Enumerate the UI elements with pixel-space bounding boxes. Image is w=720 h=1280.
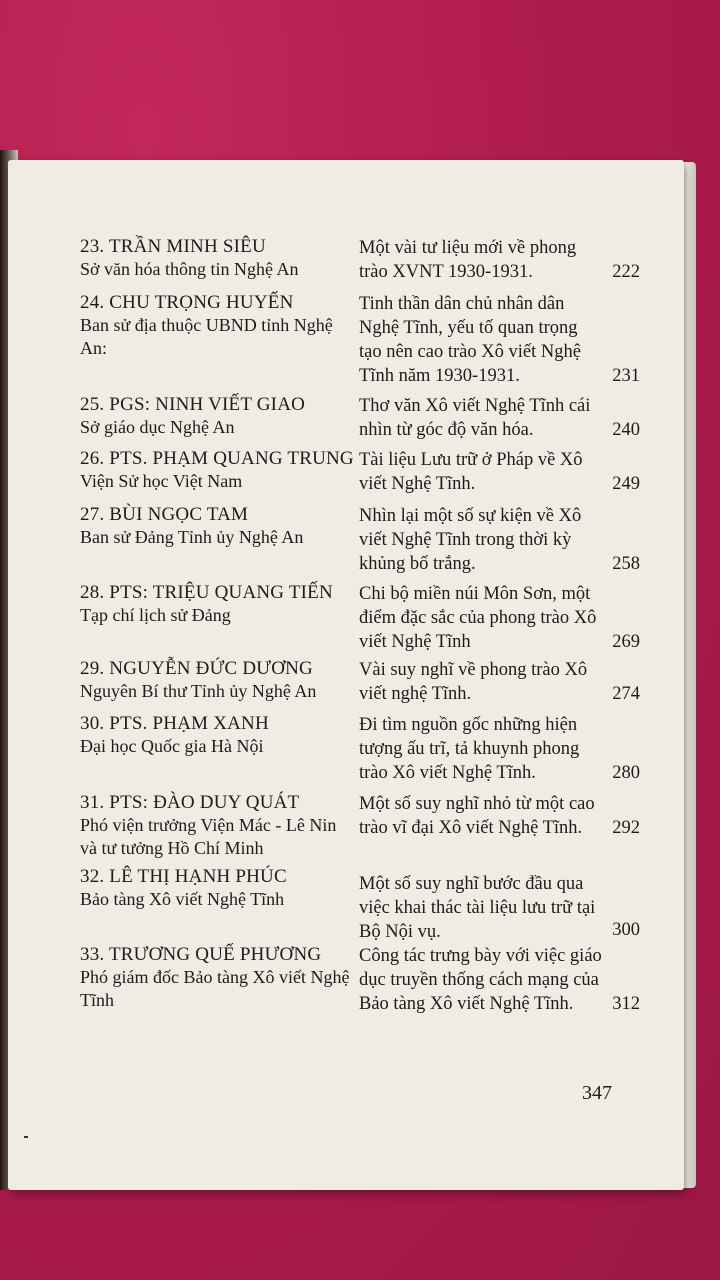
author-affiliation: Phó viện trưởng Viện Mác - Lê Nin và tư tưởng Hồ Chí Minh: [80, 815, 337, 858]
entry-page-number: 258: [612, 554, 640, 574]
entry-page-number: 222: [612, 262, 640, 282]
author-name: 28. PTS: TRIỆU QUANG TIẾN: [80, 582, 333, 603]
author-name: 23. TRẦN MINH SIÊU: [80, 236, 266, 257]
author-affiliation: Đại học Quốc gia Hà Nội: [80, 736, 264, 756]
entry-page-number: 312: [612, 994, 640, 1014]
toc-entry: [80, 792, 640, 862]
entry-author: [80, 866, 355, 911]
entry-page-number: 240: [612, 420, 640, 440]
entry-page-number: 269: [612, 632, 640, 652]
entry-author: [80, 236, 355, 281]
toc-entry: [80, 504, 640, 579]
author-affiliation: Nguyên Bí thư Tỉnh ủy Nghệ An: [80, 681, 317, 701]
entry-title: Tài liệu Lưu trữ ở Pháp về Xô viết Nghệ Tĩnh.: [359, 450, 583, 494]
toc-entry: [80, 658, 640, 708]
entry-title: Công tác trưng bày với việc giáo dục truyền thống cách mạng của Bảo tàng Xô viết Nghệ Tĩnh.: [359, 946, 602, 1014]
toc-entry: [80, 944, 640, 1019]
page-edge: [682, 162, 696, 1188]
entry-title: Đi tìm nguồn gốc những hiện tượng ấu trĩ, tả khuynh phong trào Xô viết Nghệ Tĩnh.: [359, 715, 580, 783]
author-affiliation: Sở văn hóa thông tin Nghệ An: [80, 259, 299, 279]
author-name: 25. PGS: NINH VIẾT GIAO: [80, 394, 306, 415]
print-mark: [24, 1136, 28, 1138]
author-affiliation: Bảo tàng Xô viết Nghệ Tĩnh: [80, 889, 285, 909]
author-affiliation: Ban sử địa thuộc UBND tỉnh Nghệ An:: [80, 315, 333, 358]
entry-title: Một số suy nghĩ nhỏ từ một cao trào vĩ đại Xô viết Nghệ Tĩnh.: [359, 794, 595, 838]
entry-author: [80, 658, 355, 703]
toc-entry: [80, 866, 640, 941]
entry-title: Thơ văn Xô viết Nghệ Tĩnh cái nhìn từ góc độ văn hóa.: [359, 396, 591, 440]
entry-page-number: 249: [612, 474, 640, 494]
toc-entry: [80, 448, 640, 498]
entry-author: [80, 713, 355, 758]
author-affiliation: Viện Sử học Việt Nam: [80, 471, 243, 491]
entry-title: Tinh thần dân chủ nhân dân Nghệ Tĩnh, yếu tố quan trọng tạo nên cao trào Xô viết Nghệ Tĩnh năm 1930-1931.: [359, 294, 581, 386]
author-name: 30. PTS. PHẠM XANH: [80, 713, 269, 734]
author-name: 33. TRƯƠNG QUẾ PHƯƠNG: [80, 944, 322, 965]
author-name: 32. LÊ THỊ HẠNH PHÚC: [80, 866, 287, 887]
entry-title: Nhìn lại một số sự kiện về Xô viết Nghệ Tĩnh trong thời kỳ khủng bố trắng.: [359, 506, 582, 574]
entry-title: Chi bộ miền núi Môn Sơn, một điểm đặc sắc của phong trào Xô viết Nghệ Tĩnh: [359, 584, 597, 652]
author-name: 31. PTS: ĐÀO DUY QUÁT: [80, 792, 300, 813]
author-name: 24. CHU TRỌNG HUYẾN: [80, 292, 294, 313]
toc-entry: [80, 292, 640, 392]
author-affiliation: Phó giám đốc Bảo tàng Xô viết Nghệ Tĩnh: [80, 967, 350, 1010]
entry-page-number: 292: [612, 818, 640, 838]
author-affiliation: Ban sử Đảng Tỉnh ủy Nghệ An: [80, 527, 304, 547]
entry-author: [80, 448, 355, 493]
entry-title: Một số suy nghĩ bước đầu qua việc khai thác tài liệu lưu trữ tại Bộ Nội vụ.: [359, 874, 596, 942]
author-affiliation: Tạp chí lịch sử Đảng: [80, 605, 231, 625]
entry-author: [80, 504, 355, 549]
entry-author: [80, 582, 355, 627]
toc-entry: [80, 713, 640, 788]
entry-author: [80, 394, 355, 439]
toc-entry: [80, 394, 640, 444]
author-name: 27. BÙI NGỌC TAM: [80, 504, 249, 525]
toc-entry: [80, 582, 640, 657]
entry-author: [80, 944, 355, 1012]
toc-entry: [80, 236, 640, 286]
author-name: 26. PTS. PHẠM QUANG TRUNG: [80, 448, 354, 469]
entry-title: Vài suy nghĩ về phong trào Xô viết nghệ Tĩnh.: [359, 660, 588, 704]
entry-page-number: 280: [612, 763, 640, 783]
entry-title: Một vài tư liệu mới về phong trào XVNT 1930-1931.: [359, 238, 577, 282]
page-number: 347: [582, 1082, 612, 1104]
entry-page-number: 300: [612, 920, 640, 940]
entry-page-number: 231: [612, 366, 640, 386]
author-name: 29. NGUYỄN ĐỨC DƯƠNG: [80, 658, 313, 679]
entry-author: [80, 292, 355, 360]
author-affiliation: Sở giáo dục Nghệ An: [80, 417, 235, 437]
entry-author: [80, 792, 355, 860]
entry-page-number: 274: [612, 684, 640, 704]
